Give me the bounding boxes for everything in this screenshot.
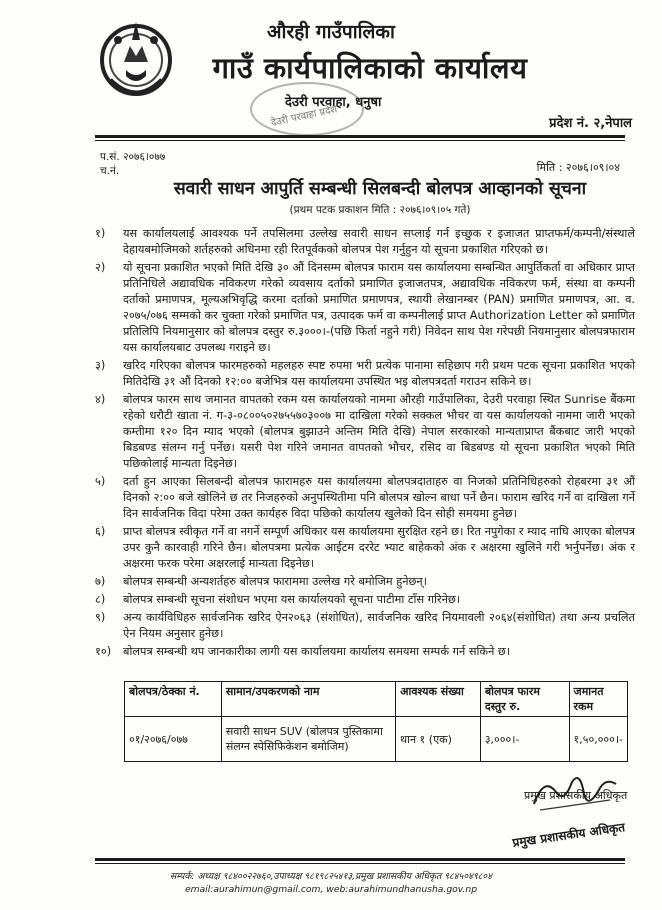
- bid-table: [124, 681, 628, 762]
- footer-web: email:aurahimun@gmail.com, web:aurahimundhanusha.gov.np: [184, 884, 478, 895]
- clause-text: बोलपत्र सम्बन्धी थप जानकारीका लागी यस कार्यालयमा कार्यालय समयमा सम्पर्क गर्न सकिने छ।: [123, 645, 511, 658]
- clause-9: [95, 610, 635, 642]
- clause-number: ३): [95, 359, 106, 372]
- clause-number: ९): [95, 611, 106, 624]
- clause-number: १): [95, 227, 106, 240]
- cell-quantity: थान १ (एक): [396, 717, 481, 762]
- col-header-bid-number: बोलपत्र/ठेक्का नं.: [125, 682, 222, 717]
- clause-2: [95, 260, 635, 356]
- table-row: [125, 717, 628, 762]
- col-header-quantity: आवश्यक संख्या: [396, 682, 481, 717]
- footer-divider-thin: [95, 863, 625, 864]
- cell-item-name: सवारी साधन SUV (बोलपत्र पुस्तिकामा संलग्न स्पेसिफिकेशन बमोजिम): [221, 717, 395, 762]
- office-name: गाउँ कार्यपालिकाको कार्यालय: [212, 51, 528, 85]
- clause-text: खरिद गरिएका बोलपत्र फारमहरुको महलहरु स्पष्ट रुपमा भरी प्रत्येक पानामा सहिछाप गरी प्रथम पटक सूचना प्रकाशित भएको मितिदेखि ३१ औं दिनको १२:०० बजेभित्र यस कार्यालयमा उपस्थित भइ बोलपत्रदर्ता गराउन सकिने छ।: [123, 359, 635, 388]
- clause-text: बोलपत्र सम्बन्धी अन्यशर्तहरु बोलपत्र फाराममा उल्लेख गरे बमोजिम हुनेछन्।: [123, 575, 427, 588]
- clause-text: दर्ता हुन आएका सिलबन्दी बोलपत्र फारामहरु यस कार्यालयमा बोलपत्रदाताहरु वा निजको प्रतिनिधिहरुको रोहबरमा ३१ औं दिनको २:०० बजे खोलिने छ तर निजहरुको अनुपस्थितीमा पनि बोलपत्र खोल्न बाधा पर्ने छैन। फाराम खरिद गर्ने वा दाखिला गर्ने दिन सार्वजनिक विदा परेमा उक्त कार्यहरु विदा पछिको कार्यालय खुलेको दिन सोही समयमा हुनेछ।: [123, 475, 635, 520]
- col-header-form-fee: बोलपत्र फारम दस्तुर रु.: [480, 682, 569, 717]
- publication-date: (प्रथम पटक प्रकाशन मिति : २०७६।०९।०५ गते): [289, 204, 471, 216]
- clause-text: यो सूचना प्रकाशित भएको मिति देखि ३० औं दिनसम्म बोलपत्र फाराम यस कार्यालयमा सम्बन्धित आपुर्तिकर्ता वा अधिकार प्राप्त प्रतिनिधिले अद्यावधिक नविकरण गरेको व्यवसाय दर्ताको प्रमाणित इजाजतपत्र, अद्यावधिक नविकरण फर्म, संस्था वा कम्पनी दर्ताको प्रमाणपत्र, मूल्यअभिवृद्धि करमा दर्ताको प्रमाणित प्रमाणपत्र, स्थायी लेखानम्बर (PAN) प्रमाणित प्रमाणपत्र, आ. व. २०७५/०७६ सम्मको कर चुक्ता गरेको प्रमाणित पत्र, उत्पादक फर्म वा कम्पनीलाई प्राप्त Authorization Letter को प्रमाणित प्रतिलिपि नियमानुसार को बोलपत्र दस्तुर रु.३०००।-(पछि फिर्ता नहुने गरी) निवेदन साथ पेश गरेपछी नियमानुसार बोलपत्रफाराम यस कार्यालयबाट उपलब्ध गराइने छ।: [123, 261, 635, 354]
- clause-text: यस कार्यालयलाई आवश्यक पर्ने तपसिलमा उल्लेख सवारी साधन सप्लाई गर्न इच्छुक र इजाजत प्राप्तफर्म/कम्पनी/संस्थाले देहायबमोजिमको शर्तहरुको अधिनमा रही रितपूर्वकको बोलपत्र पेश गर्नुहुन यो सूचना प्रकाशित गरिएको छ।: [123, 227, 635, 256]
- cell-form-fee: ३,०००।-: [480, 717, 569, 762]
- office-address: देउरी परवाहा, धनुषा: [285, 95, 382, 110]
- cell-bid-number: ०१/२०७६/०७७: [125, 717, 222, 762]
- cell-security-amount: १,५०,०००।-: [569, 717, 627, 762]
- clause-7: [95, 574, 635, 590]
- clause-1: [95, 226, 635, 258]
- header-divider-thin: [95, 140, 625, 141]
- table-header-row: [125, 682, 628, 717]
- footer-contacts: सम्पर्क: अध्यक्ष ९८४००२२७६०,उपाध्यक्ष ९८१९८२५४१३,प्रमुख प्रशासकीय अधिकृत ९८४५०४९८०४: [169, 871, 492, 882]
- letter-number: प.सं. २०७६।०७७: [100, 151, 166, 163]
- clause-text: प्राप्त बोलपत्र स्वीकृत गर्ने वा नगर्ने सम्पूर्ण अधिकार यस कार्यालयमा सुरक्षित रहने छ। रित नपुगेका र म्याद नाघि आएका बोलपत्र उपर कुनै कारवाही गरिने छैन। बोलपत्रमा प्रत्येक आईटम दररेट भ्याट बाहेकको अंक र अक्षरमा खुलिने गरी भर्नुपर्नेछ। अंक र अक्षरमा फरक परेमा अक्षरलाई मान्यता दिइनेछ।: [123, 525, 635, 570]
- clause-text: अन्य कार्यविधिहरु सार्वजनिक खरिद ऐन२०६३ (संशोधित), सार्वजनिक खरिद नियमावली २०६४(संशोधित) तथा अन्य प्रचलित ऐन नियम अनुसार हुनेछ।: [123, 611, 635, 640]
- province-label: प्रदेश नं. २,नेपाल: [549, 116, 632, 131]
- notice-date: मिति : २०७६।०९।०४: [536, 161, 620, 174]
- footer-divider: [95, 858, 625, 861]
- stamp-text: देउरी परवाहा प्रदेश: [269, 104, 339, 129]
- dispatch-number: च.नं.: [100, 165, 120, 177]
- clause-number: ५): [95, 475, 106, 488]
- header-divider: [95, 135, 625, 138]
- reference-block: [100, 150, 165, 178]
- clause-number: ६): [95, 525, 106, 538]
- col-header-security: जमानत रकम: [569, 682, 627, 717]
- col-header-item-name: सामान/उपकरणको नाम: [221, 682, 395, 717]
- notice-title: सवारी साधन आपुर्ति सम्बन्धी सिलबन्दी बोलपत्र आव्हानको सूचना: [173, 179, 587, 199]
- municipality-name: औरही गाउँपालिका: [267, 21, 395, 43]
- clause-text: बोलपत्र फारम साथ जमानत वापतको रकम यस कार्यालयको नाममा औरही गाउँपालिका, देउरी परवाहा स्थित Sunrise बैंकमा रहेको धरौटी खाता नं. ग-३-०८००५०२७५५७०३००७ मा दाखिला गरेको सक्कल भौचर वा यस कार्यालयको नाममा जारी भएको कम्तीमा १२० दिन म्याद भएको (बोलपत्र बुझाउने अन्तिम मिति देखि) नेपाल सरकारको मान्यताप्राप्त बैंकबाट जारी भएको बिडबण्ड संलग्न गर्नु पर्नेछ। यसरी पेश गरिने जमानत वापतको भौचर, रसिद वा बिडबण्ड यो सूचना प्रकाशित भएको मिति पछिकोलाई मान्यता दिइनेछ।: [123, 393, 635, 470]
- clause-number: २): [95, 261, 106, 274]
- signatory-title: प्रमुख प्रशासकीय अधिकृत: [524, 789, 628, 802]
- clause-number: १०): [95, 645, 112, 658]
- clause-8: [95, 592, 635, 608]
- clause-6: [95, 524, 635, 572]
- clause-number: ७): [95, 575, 106, 588]
- clause-4: [95, 392, 635, 472]
- clause-number: ४): [95, 393, 106, 406]
- clause-list: [95, 226, 635, 662]
- clause-10: [95, 644, 635, 660]
- clause-number: ८): [95, 593, 106, 606]
- signatory-stamp: प्रमुख प्रशासकीय अधिकृत: [511, 820, 626, 850]
- clause-3: [95, 358, 635, 390]
- clause-5: [95, 474, 635, 522]
- clause-text: बोलपत्र सम्बन्धी सूचना संशोधन भएमा यस कार्यालयको सूचना पाटीमा टाँस गरिनेछ।: [123, 593, 461, 606]
